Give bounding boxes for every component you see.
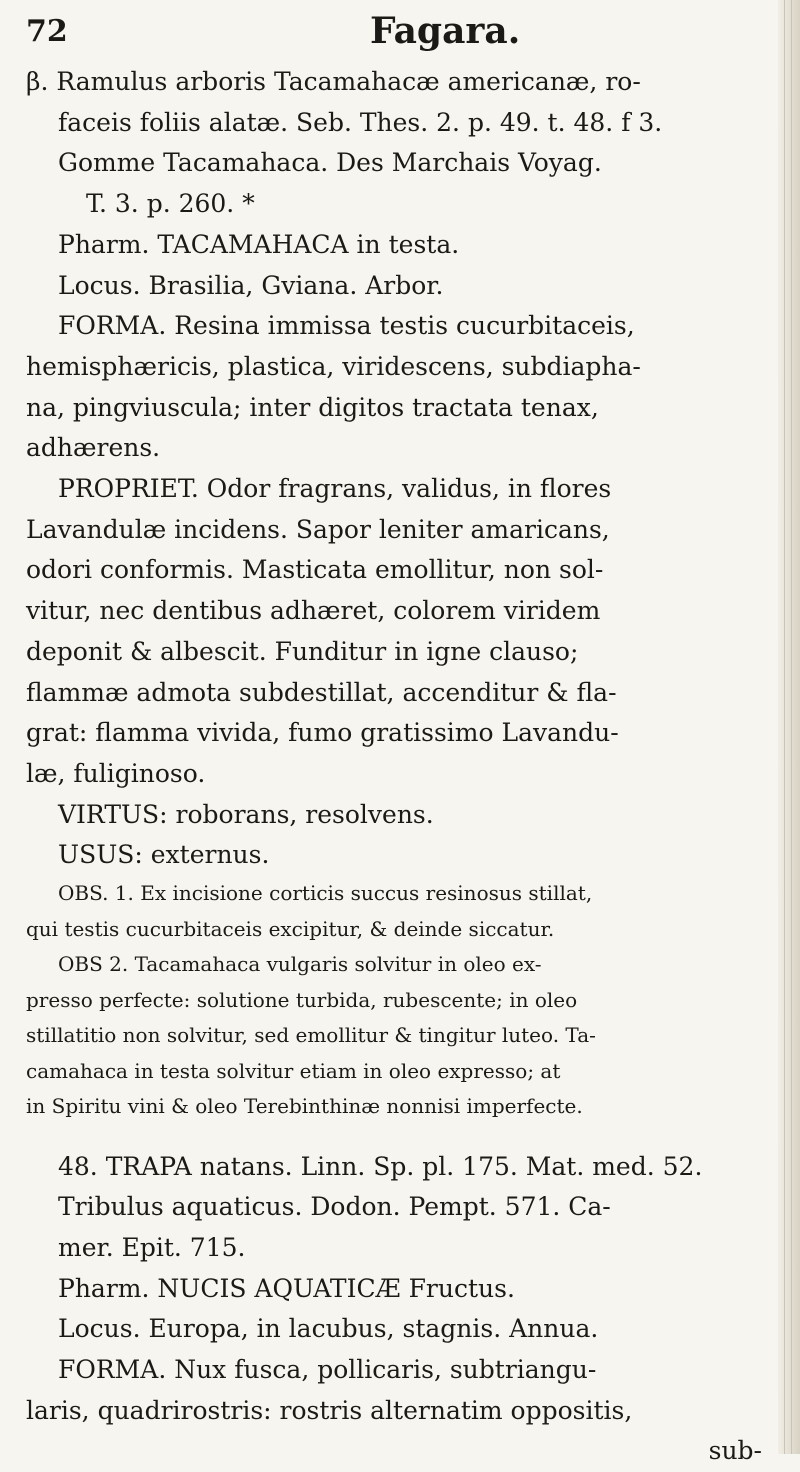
obs-line: OBS. 1. Ex incisione corticis succus resinosus stillat, (58, 881, 593, 906)
text-line: PROPRIET. Odor fragrans, validus, in flores (58, 474, 612, 504)
obs-line: camahaca in testa solvitur etiam in oleo expresso; at (26, 1058, 561, 1083)
text-line: Locus. Europa, in lacubus, stagnis. Annua. (58, 1314, 599, 1344)
text-line: Lavandulæ incidens. Sapor leniter amaricans, (26, 514, 610, 544)
entry-beta (26, 62, 766, 876)
text-line: deponit & albescit. Funditur in igne clauso; (26, 636, 579, 666)
text-line: adhærens. (26, 433, 161, 463)
edge-line (791, 0, 792, 1454)
text-line: Pharm. NUCIS AQUATICÆ Fructus. (58, 1273, 515, 1303)
text-line: grat: flamma vivida, fumo gratissimo Lavandu- (26, 718, 619, 748)
page-body (26, 62, 766, 1472)
catchword: sub- (708, 1436, 762, 1466)
observations (26, 876, 766, 1125)
text-line: Gomme Tacamahaca. Des Marchais Voyag. (58, 148, 602, 178)
obs-line: in Spiritu vini & oleo Terebinthinæ nonnisi imperfecte. (26, 1094, 583, 1119)
text-line: Pharm. TACAMAHACA in testa. (58, 229, 460, 259)
text-line: Tribulus aquaticus. Dodon. Pempt. 571. Ca- (58, 1192, 611, 1222)
page-number: 72 (26, 14, 68, 49)
running-head: Fagara. (370, 10, 521, 52)
text-line: Locus. Brasilia, Gviana. Arbor. (58, 270, 444, 300)
text-line: VIRTUS: roborans, resolvens. (58, 799, 434, 829)
text-line: læ, fuliginoso. (26, 758, 206, 788)
entry-48 (26, 1147, 766, 1472)
text-line: odori conformis. Masticata emollitur, non sol- (26, 555, 604, 585)
page-header (26, 10, 766, 60)
text-line: USUS: externus. (58, 840, 270, 870)
text-line: mer. Epit. 715. (58, 1232, 246, 1262)
text-line: hemisphæricis, plastica, viridescens, subdiapha- (26, 351, 641, 381)
obs-line: OBS 2. Tacamahaca vulgaris solvitur in oleo ex- (58, 952, 542, 977)
text-line: flammæ admota subdestillat, accenditur & fla- (26, 677, 617, 707)
text-line: na, pingviuscula; inter digitos tractata tenax, (26, 392, 599, 422)
text-line: FORMA. Resina immissa testis cucurbitaceis, (58, 311, 635, 341)
text-line: laris, quadrirostris: rostris alternatim oppositis, (26, 1395, 633, 1425)
edge-line (784, 0, 785, 1454)
text-line: faceis foliis alatæ. Seb. Thes. 2. p. 49. t. 48. f 3. (58, 107, 663, 137)
text-line: vitur, nec dentibus adhæret, colorem viridem (26, 596, 601, 626)
text-line: β. Ramulus arboris Tacamahacæ americanæ, ro- (26, 67, 641, 96)
obs-line: presso perfecte: solutione turbida, rubescente; in oleo (26, 987, 578, 1012)
spacer (26, 1125, 766, 1147)
text-line: FORMA. Nux fusca, pollicaris, subtriangu- (58, 1355, 597, 1385)
page-edge (778, 0, 800, 1454)
text-line: 48. TRAPA natans. Linn. Sp. pl. 175. Mat. med. 52. (58, 1151, 703, 1181)
obs-line: qui testis cucurbitaceis excipitur, & deinde siccatur. (26, 916, 555, 941)
obs-line: stillatitio non solvitur, sed emollitur & tingitur luteo. Ta- (26, 1023, 596, 1048)
text-line: T. 3. p. 260. * (86, 189, 255, 219)
